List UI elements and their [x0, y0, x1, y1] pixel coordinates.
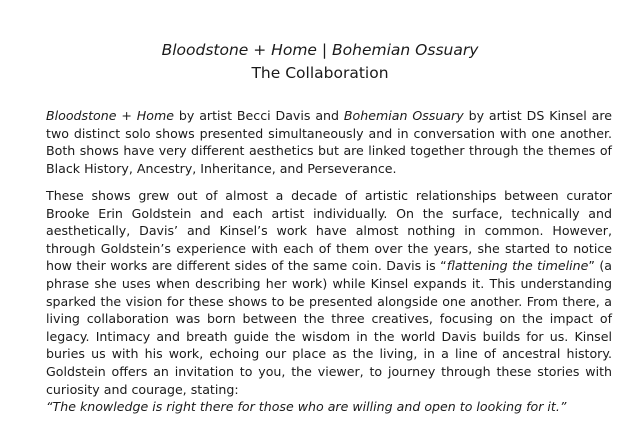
body-text-b: ” (a phrase she uses when describing her work) while Kinsel expands it. This understanding sparked the vision for these shows to be presented alongside one another. From there, a living collaboration was born between the three creatives, focusing on the impact of legacy. Intimacy and breath guide the wisdom in the world Davis builds for us. Kinsel buries us with his work, echoing our place as the living, in a line of ancestral history. Goldstein offers an invitation to you, the viewer, to journey through these stories with curiosity and courage, stating:	[46, 258, 612, 397]
intro-text-a: by artist Becci Davis and	[173, 108, 344, 123]
intro-text-b: by artist DS Kinsel are two distinct solo shows presented simultaneously and in conversation with one another. Both shows have very different aesthetics but are linked together through the themes of Black History, Ancestry, Inheritance, and Perseverance.	[46, 108, 612, 176]
show-name-ossuary: Bohemian Ossuary	[343, 108, 464, 123]
intro-paragraph	[46, 107, 612, 177]
closing-quote: “The knowledge is right there for those who are willing and open to looking for it.”	[46, 399, 567, 415]
page-subtitle: The Collaboration	[251, 64, 389, 82]
collaboration-paragraph	[46, 187, 612, 416]
title-separator: |	[316, 41, 333, 59]
page-title	[0, 40, 640, 60]
body-text-a: These shows grew out of almost a decade of artistic relationships between curator Brooke Erin Goldstein and each artist individually. On the surface, technically and aesthetically, Davis’ and Kinsel’s work have almost nothing in common. However, through Goldstein’s experience with each of them over the years, she started to notice how their works are different sides of the same coin. Davis is “	[46, 188, 612, 274]
show-name-bloodstone: Bloodstone + Home	[46, 108, 174, 123]
title-show-1: Bloodstone + Home	[161, 41, 317, 59]
title-show-2: Bohemian Ossuary	[332, 41, 479, 59]
phrase-flattening-timeline: flattening the timeline	[446, 258, 589, 274]
